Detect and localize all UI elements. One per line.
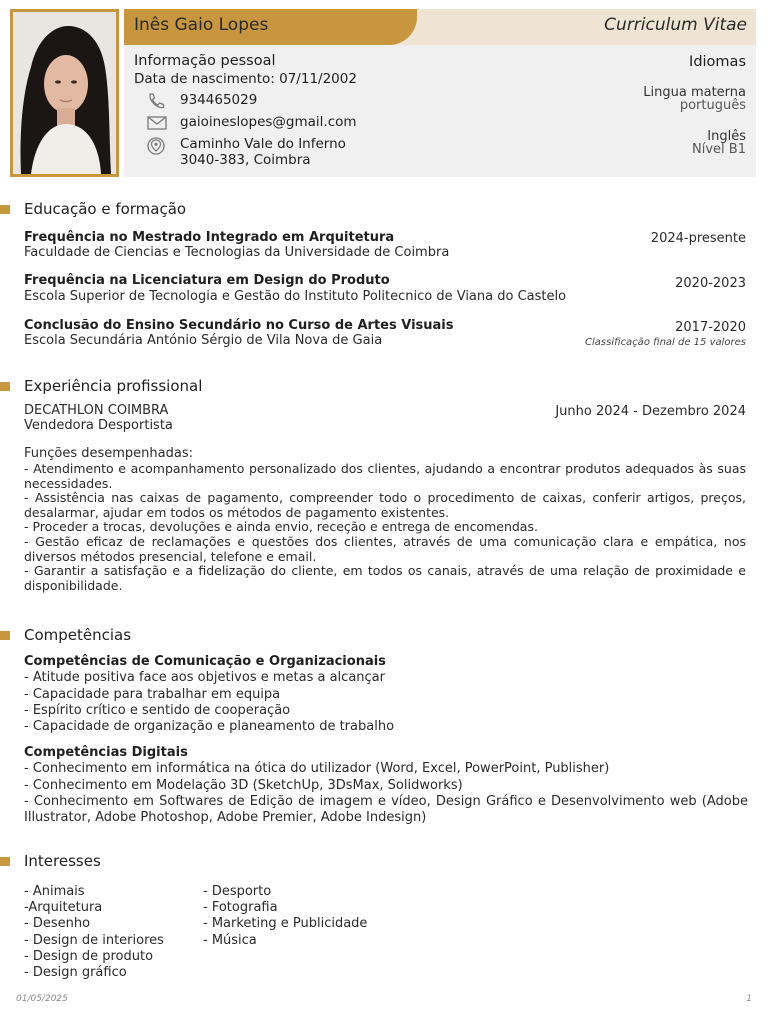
- skills-section-header: [0, 626, 131, 644]
- education-school: Faculdade de Ciencias e Tecnologias da Universidade de Coimbra: [24, 245, 450, 260]
- skills-group-communication: [24, 654, 748, 735]
- list-item: - Design de interiores: [24, 932, 164, 948]
- list-item: - Marketing e Publicidade: [203, 916, 368, 932]
- language-name: Lingua materna: [643, 85, 746, 100]
- birth-date: Data de nascimento: 07/11/2002: [134, 71, 357, 87]
- location-icon: [146, 136, 170, 154]
- education-dates: 2024-presente: [650, 231, 746, 246]
- education-school: Escola Superior de Tecnologia e Gestão do Instituto Politecnico de Viana do Castelo: [24, 289, 567, 304]
- list-item: - Design gráfico: [24, 965, 127, 981]
- email-row: [146, 114, 357, 132]
- list-item: - Capacidade para trabalhar em equipa: [24, 686, 281, 702]
- list-item: - Fotografia: [203, 900, 278, 916]
- list-item: - Proceder a trocas, devoluções e ainda envio, receção e entrega de encomendas.: [24, 519, 538, 535]
- list-item: - Design de produto: [24, 948, 154, 964]
- education-title: Educação e formação: [24, 200, 187, 218]
- company-name: DECATHLON COIMBRA: [24, 403, 169, 418]
- education-course: Conclusão do Ensino Secundário no Curso de Artes Visuais: [24, 318, 454, 333]
- job-role: Vendedora Desportista: [24, 418, 173, 433]
- section-marker: [0, 857, 10, 866]
- header-bar: [124, 9, 756, 45]
- list-item: - Atendimento e acompanhamento personalizado dos clientes, ajudando a encontrar produtos adequados às suas necessidades.: [24, 461, 746, 491]
- list-item: - Atitude positiva face aos objetivos e metas a alcançar: [24, 670, 385, 686]
- list-item: - Conhecimento em informática na ótica do utilizador (Word, Excel, PowerPoint, Publisher): [24, 761, 610, 777]
- language-level: português: [679, 98, 746, 113]
- footer-date: 01/05/2025: [16, 994, 68, 1004]
- section-marker: [0, 631, 10, 640]
- interests-title: Interesses: [24, 852, 101, 870]
- address-line-2: 3040-383, Coimbra: [180, 152, 311, 168]
- list-item: - Capacidade de organização e planeamento de trabalho: [24, 719, 395, 735]
- page-number: 1: [746, 994, 752, 1004]
- skill-group-heading: Competências Digitais: [24, 745, 188, 760]
- language-item: [692, 129, 746, 157]
- list-item: - Espírito crítico e sentido de cooperação: [24, 702, 291, 718]
- list-item: -Arquitetura: [24, 900, 103, 916]
- email-address[interactable]: gaioineslopes@gmail.com: [180, 114, 357, 130]
- address-row: [146, 136, 346, 168]
- person-name: Inês Gaio Lopes: [134, 15, 269, 35]
- list-item: - Conhecimento em Softwares de Edição de imagem e vídeo, Design Gráfico e Desenvolvimento web (Adobe Illustrator, Adobe Photoshop, Adobe Premier, Adobe Indesign): [24, 793, 748, 826]
- functions-title: Funções desempenhadas:: [24, 446, 193, 461]
- list-item: - Assistência nas caixas de pagamento, compreender todo o procedimento de caixas, conferir artigos, preços, desalarmar, ajudar em todos os métodos de pagamento existentes.: [24, 490, 746, 520]
- email-icon: [146, 114, 170, 132]
- language-name: Inglês: [707, 129, 746, 144]
- list-item: - Desenho: [24, 916, 91, 932]
- interests-column-1: [24, 884, 164, 981]
- education-school: Escola Secundária António Sérgio de Vila Nova de Gaia: [24, 333, 383, 348]
- job-dates: Junho 2024 - Dezembro 2024: [555, 404, 746, 419]
- education-section-header: [0, 200, 186, 218]
- list-item: - Garantir a satisfação e a fidelização do cliente, em todos os canais, através de uma relação de proximidade e disponibilidade.: [24, 563, 746, 593]
- language-item: [643, 85, 746, 113]
- section-marker: [0, 205, 10, 214]
- personal-info-title: Informação pessoal: [134, 53, 276, 69]
- education-course: Frequência no Mestrado Integrado em Arquitetura: [24, 230, 395, 245]
- phone-number[interactable]: 934465029: [180, 92, 258, 108]
- functions-list: [24, 462, 746, 593]
- education-grade-note: Classificação final de 15 valores: [585, 337, 746, 348]
- education-dates: 2020-2023: [675, 276, 746, 291]
- phone-row: [146, 92, 257, 110]
- experience-title: Experiência profissional: [24, 377, 203, 395]
- section-marker: [0, 382, 10, 391]
- document-title: Curriculum Vitae: [604, 15, 747, 35]
- languages-title: Idiomas: [689, 54, 746, 70]
- interests-column-2: [203, 884, 367, 949]
- address-line-1: Caminho Vale do Inferno: [180, 136, 346, 152]
- list-item: - Música: [203, 932, 257, 948]
- skill-group-heading: Competências de Comunicação e Organizacionais: [24, 654, 386, 669]
- experience-section-header: [0, 377, 202, 395]
- list-item: - Desporto: [203, 884, 272, 899]
- name-tab: [124, 9, 417, 45]
- interests-section-header: [0, 852, 101, 870]
- skills-title: Competências: [24, 626, 132, 644]
- education-course: Frequência na Licenciatura em Design do Produto: [24, 273, 390, 288]
- list-item: - Gestão eficaz de reclamações e questões dos clientes, através de uma comunicação clara e empática, nos diversos métodos presencial, telefone e email.: [24, 533, 746, 564]
- language-level: Nível B1: [692, 142, 746, 157]
- education-dates: 2017-2020: [675, 320, 746, 335]
- profile-photo: [10, 9, 119, 177]
- skills-group-digital: [24, 745, 748, 826]
- phone-icon: [146, 92, 170, 110]
- list-item: - Animais: [24, 884, 85, 899]
- list-item: - Conhecimento em Modelação 3D (SketchUp, 3DsMax, Solidworks): [24, 777, 463, 793]
- personal-info-panel: [124, 45, 756, 177]
